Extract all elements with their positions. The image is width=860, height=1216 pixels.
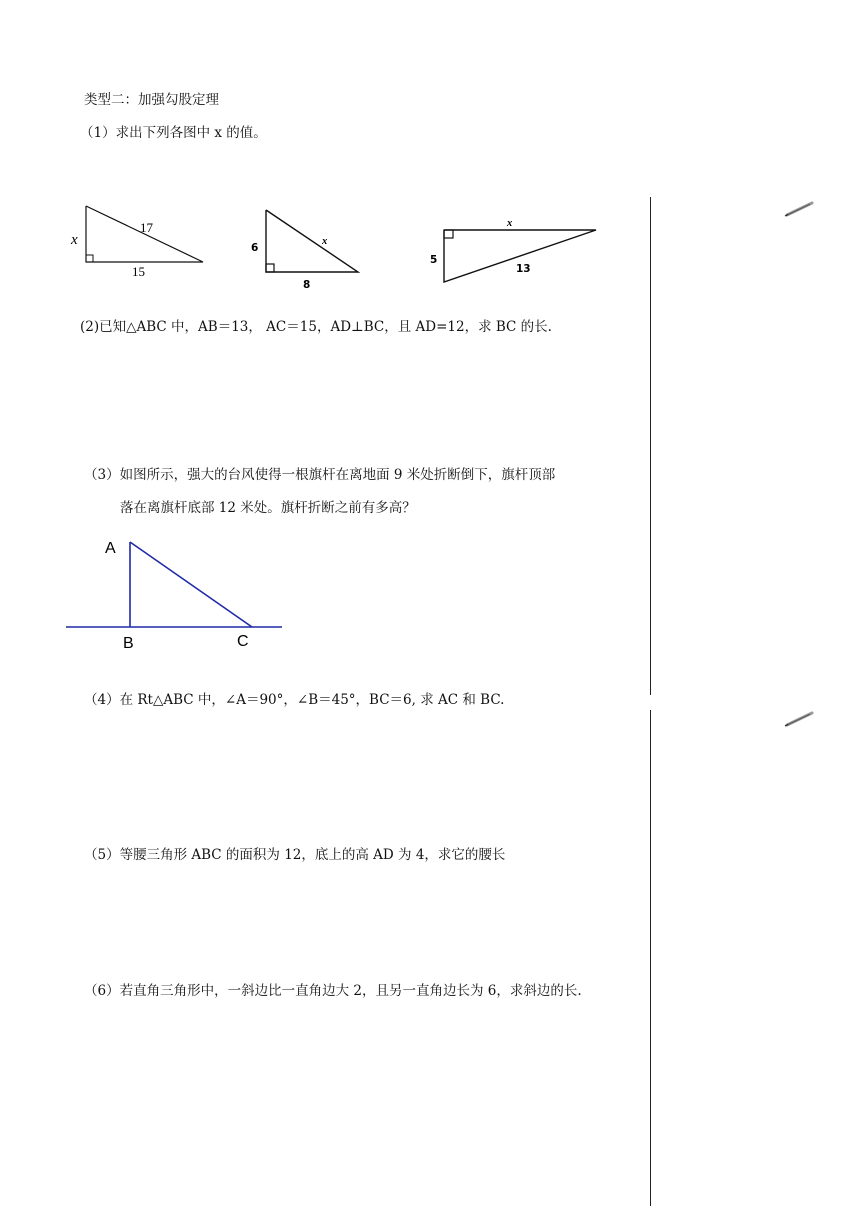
question-2-text: (2)已知△ABC 中，AB＝13， AC＝15，AD⊥BC，且 AD=12，求 BC 的长. bbox=[80, 319, 552, 335]
question-1-figure-b bbox=[240, 200, 380, 300]
question-4-text: （4）在 Rt△ABC 中，∠A＝90°，∠B＝45°，BC＝6, 求 AC 和 BC. bbox=[84, 692, 505, 708]
margin-divider-top bbox=[650, 197, 651, 695]
figure-a-hypotenuse-label: 17 bbox=[140, 220, 153, 235]
figure-a-base-label: 15 bbox=[132, 264, 145, 279]
figure-c-top-x: x bbox=[507, 218, 513, 229]
pencil-icon bbox=[784, 200, 816, 218]
figure-c-hypotenuse-label: 13 bbox=[516, 263, 531, 275]
figure-b-hypotenuse-x: x bbox=[322, 236, 328, 247]
margin-divider-bottom bbox=[650, 710, 651, 1206]
section-title: 类型二：加强勾股定理 bbox=[84, 92, 219, 108]
question-3-line-1: （3）如图所示，强大的台风使得一根旗杆在离地面 9 米处折断倒下，旗杆顶部 bbox=[84, 467, 556, 483]
question-3-figure bbox=[60, 534, 300, 654]
question-3-line-2: 落在离旗杆底部 12 米处。旗杆折断之前有多高？ bbox=[120, 500, 416, 516]
figure-b-side-label: 6 bbox=[251, 242, 259, 254]
figure-a-side-x: x bbox=[71, 232, 78, 248]
figure-b-base-label: 8 bbox=[303, 279, 311, 291]
figure-3-label-b: B bbox=[123, 635, 134, 652]
question-6-text: （6）若直角三角形中，一斜边比一直角边大 2，且另一直角边长为 6，求斜边的长. bbox=[84, 983, 582, 999]
figure-3-label-a: A bbox=[105, 540, 116, 557]
question-1-figure-c bbox=[418, 210, 618, 310]
figure-3-label-c: C bbox=[237, 633, 249, 650]
pencil-icon bbox=[784, 710, 816, 728]
figure-c-side-label: 5 bbox=[430, 254, 438, 266]
question-5-text: （5）等腰三角形 ABC 的面积为 12，底上的高 AD 为 4，求它的腰长 bbox=[84, 847, 506, 863]
question-1-text: （1）求出下列各图中 x 的值。 bbox=[80, 125, 267, 141]
